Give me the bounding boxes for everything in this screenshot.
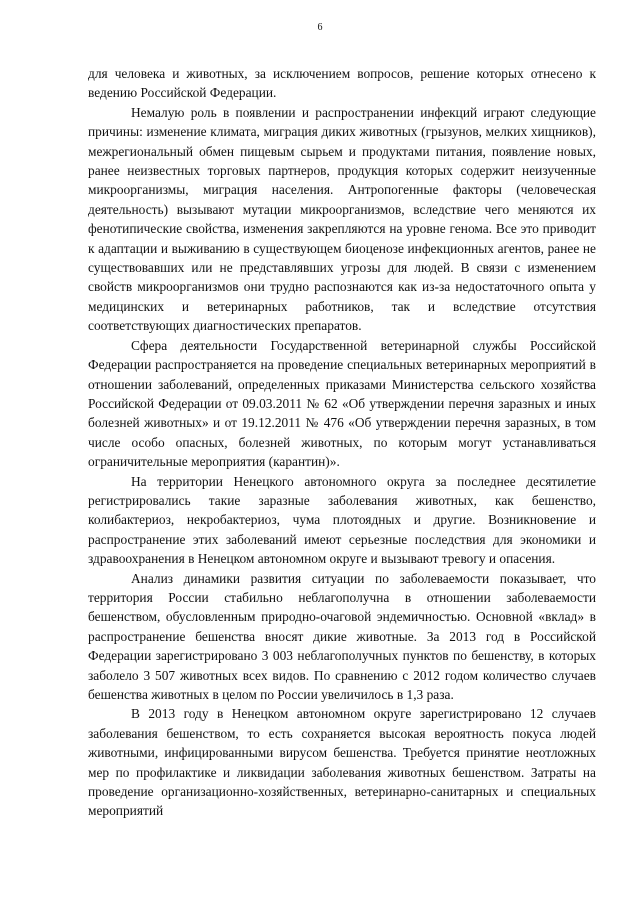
paragraph-6: В 2013 году в Ненецком автономном округе зарегистрировано 12 случаев заболевания бешенством, то есть сохраняется высокая вероятность покуса людей животными, инфицированными вирусом бешенства. Требуется принятие неотложных мер по профилактике и ликвидации заболевания животных бешенством. Затраты на проведение организационно-хозяйственных, ветеринарно-санитарных и специальных мероприятий	[88, 706, 596, 819]
paragraph-5: Анализ динамики развития ситуации по заболеваемости показывает, что территория России стабильно неблагополучна в отношении заболеваемости бешенством, обусловленным природно-очаговой эндемичностью. Основной «вклад» в распространение бешенства вносят дикие животные. За 2013 год в Российской Федерации зарегистрировано 3 003 неблагополучных пунктов по бешенству, в которых заболело 3 507 животных всех видов. По сравнению с 2012 годом количество случаев бешенства животных в целом по России увеличилось в 1,3 раза.	[88, 570, 596, 702]
paragraph-2: Немалую роль в появлении и распространении инфекций играют следующие причины: изменение климата, миграция диких животных (грызунов, мелких хищников), межрегиональный обмен пищевым сырьем и продуктами питания, появление новых, ранее неизвестных торговых партнеров, продукция которых содержит неизученные микроорганизмы, миграция населения. Антропогенные факторы (человеческая деятельность) вызывают мутации микроорганизмов, вследствие чего меняются их фенотипические свойства, изменения закрепляются на уровне генома. Все это приводит к адаптации и выживанию в существующем биоценозе инфекционных агентов, ранее не существовавших или не представлявших угрозы для людей. В связи с изменением свойств микроорганизмов они трудно распознаются как из-за недостаточного опыта у медицинских и ветеринарных работников, так и вследствие отсутствия соответствующих диагностических препаратов.	[88, 104, 596, 334]
paragraph-1: для человека и животных, за исключением вопросов, решение которых отнесено к ведению Российской Федерации.	[88, 66, 596, 101]
paragraph-3: Сфера деятельности Государственной ветеринарной службы Российской Федерации распространяется на проведение специальных ветеринарных мероприятий в отношении заболеваний, определенных приказами Министерства сельского хозяйства Российской Федерации от 09.03.2011 № 62 «Об утверждении перечня заразных и иных болезней животных» и от 19.12.2011 № 476 «Об утверждении перечня заразных, в том числе особо опасных, болезней животных, по которым могут устанавливаться ограничительные мероприятия (карантин)».	[88, 337, 596, 470]
document-body	[88, 64, 596, 821]
page-number: 6	[317, 22, 323, 33]
paragraph-4: На территории Ненецкого автономного округа за последнее десятилетие регистрировались такие заразные заболевания животных, как бешенство, колибактериоз, некробактериоз, чума плотоядных и другие. Возникновение и распространение этих заболеваний имеют серьезные последствия для экономики и здравоохранения в Ненецком автономном округе и вызывают тревогу и опасения.	[88, 473, 596, 567]
